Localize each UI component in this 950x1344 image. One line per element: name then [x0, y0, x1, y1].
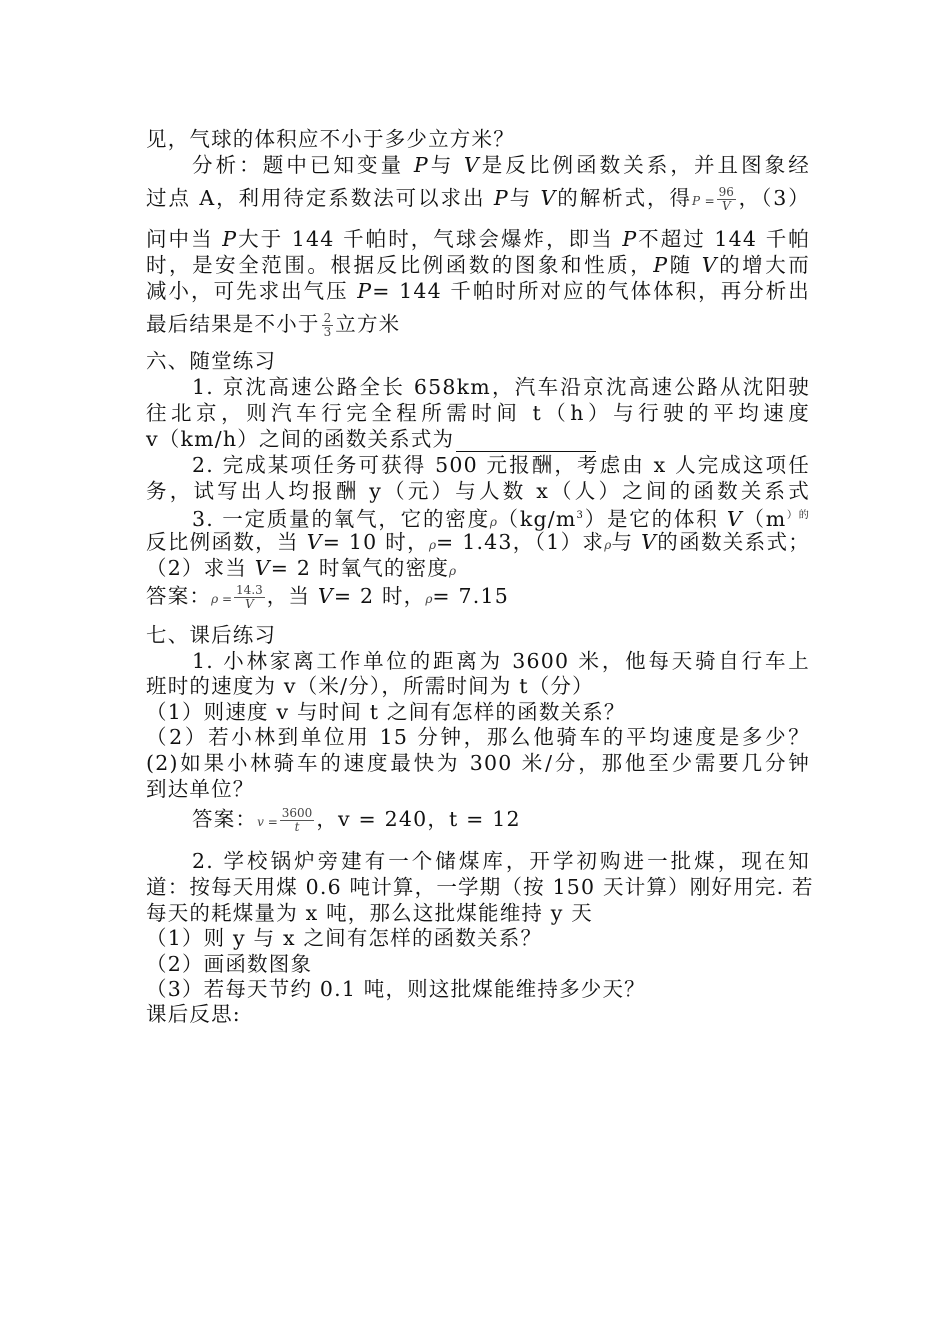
section-6-heading: 六、随堂练习 [146, 349, 277, 373]
text-line: 最后结果是不小于 $\frac{2}{3}$ 立方米 [146, 311, 401, 339]
text-line: 班时的速度为 v（米/分），所需时间为 t（分） [146, 674, 594, 698]
text-line: 过点 A，利用待定系数法可以求出 P与 V的解析式，得P = $\frac{96}{V}$ ，（3） [146, 185, 810, 213]
text-line: 问中当 P大于 144 千帕时，气球会爆炸，即当 P不超过 144 千帕 [146, 227, 810, 251]
analysis-paragraph: 分析：题中已知变量 P与 V是反比例函数关系，并且图象经 [192, 153, 810, 177]
text-line: 见，气球的体积应不小于多少立方米？ [146, 127, 515, 151]
reflection-heading: 课后反思: [146, 1002, 241, 1026]
fraction-96-over-v: $\frac{96}{V}$ [718, 185, 734, 213]
text-line: 道：按每天用煤 0.6 吨计算，一学期（按 150 天计算）刚好用完. 若 [146, 875, 814, 899]
text-line: （1）则 y 与 x 之间有怎样的函数关系？ [146, 926, 543, 950]
text-line: 减小，可先求出气压 P= 144 千帕时所对应的气体体积，再分析出 [146, 279, 810, 303]
text-line: 时，是安全范围。根据反比例函数的图象和性质，P随 V的增大而 [146, 253, 810, 277]
text-line: 反比例函数，当 V= 10 时，ρ= 1.43，（1）求ρ与 V的函数关系式； [146, 530, 810, 554]
text-line: （2）若小林到单位用 15 分钟，那么他骑车的平均速度是多少？ [146, 725, 810, 749]
text-line: 2. 完成某项任务可获得 500 元报酬，考虑由 x 人完成这项任 [192, 453, 810, 477]
text-line: 每天的耗煤量为 x 吨，那么这批煤能维持 y 天 [146, 901, 594, 925]
text-line: 2. 学校锅炉旁建有一个储煤库，开学初购进一批煤，现在知 [192, 849, 810, 873]
fraction-3600-over-t: $\frac{3600}{t}$ [281, 806, 313, 834]
text-line: （2）求当 V= 2 时氧气的密度ρ [146, 556, 457, 580]
text-line: （2）画函数图象 [146, 952, 313, 976]
text-line: (2)如果小林骑车的速度最快为 300 米/分，那他至少需要几分钟 [146, 751, 810, 775]
text-line: 1. 京沈高速公路全长 658km，汽车沿京沈高速公路从沈阳驶 [192, 375, 810, 399]
text-line: 3. 一定质量的氧气，它的密度$\rho(kg/m^3)$是它的体积 $V(m^{)的}$ [192, 506, 811, 531]
text-line: 往北京，则汽车行完全程所需时间 t（h）与行驶的平均速度 [146, 401, 810, 425]
answer-line: 答案：ρ = $\frac{14.3}{V}$ ，当 V= 2 时，ρ= 7.15 [146, 583, 509, 611]
text-line: v（km/h）之间的函数关系式为 [146, 426, 810, 452]
section-7-heading: 七、课后练习 [146, 623, 277, 647]
fraction-14-3-over-v: $\frac{14.3}{V}$ [236, 583, 263, 611]
text-line: （1）则速度 v 与时间 t 之间有怎样的函数关系？ [146, 700, 626, 724]
answer-blank [456, 431, 596, 452]
text-line: 1. 小林家离工作单位的距离为 3600 米，他每天骑自行车上 [192, 649, 810, 673]
fraction-2-over-3: $\frac{2}{3}$ [323, 311, 332, 339]
answer-line: 答案：v = $\frac{3600}{t}$ ，v = 240，t = 12 [192, 806, 521, 834]
text-line: （3）若每天节约 0.1 吨，则这批煤能维持多少天？ [146, 977, 646, 1001]
text-line: 到达单位？ [146, 777, 255, 801]
text-line: 务，试写出人均报酬 y（元）与人数 x（人）之间的函数关系式 [146, 479, 810, 503]
